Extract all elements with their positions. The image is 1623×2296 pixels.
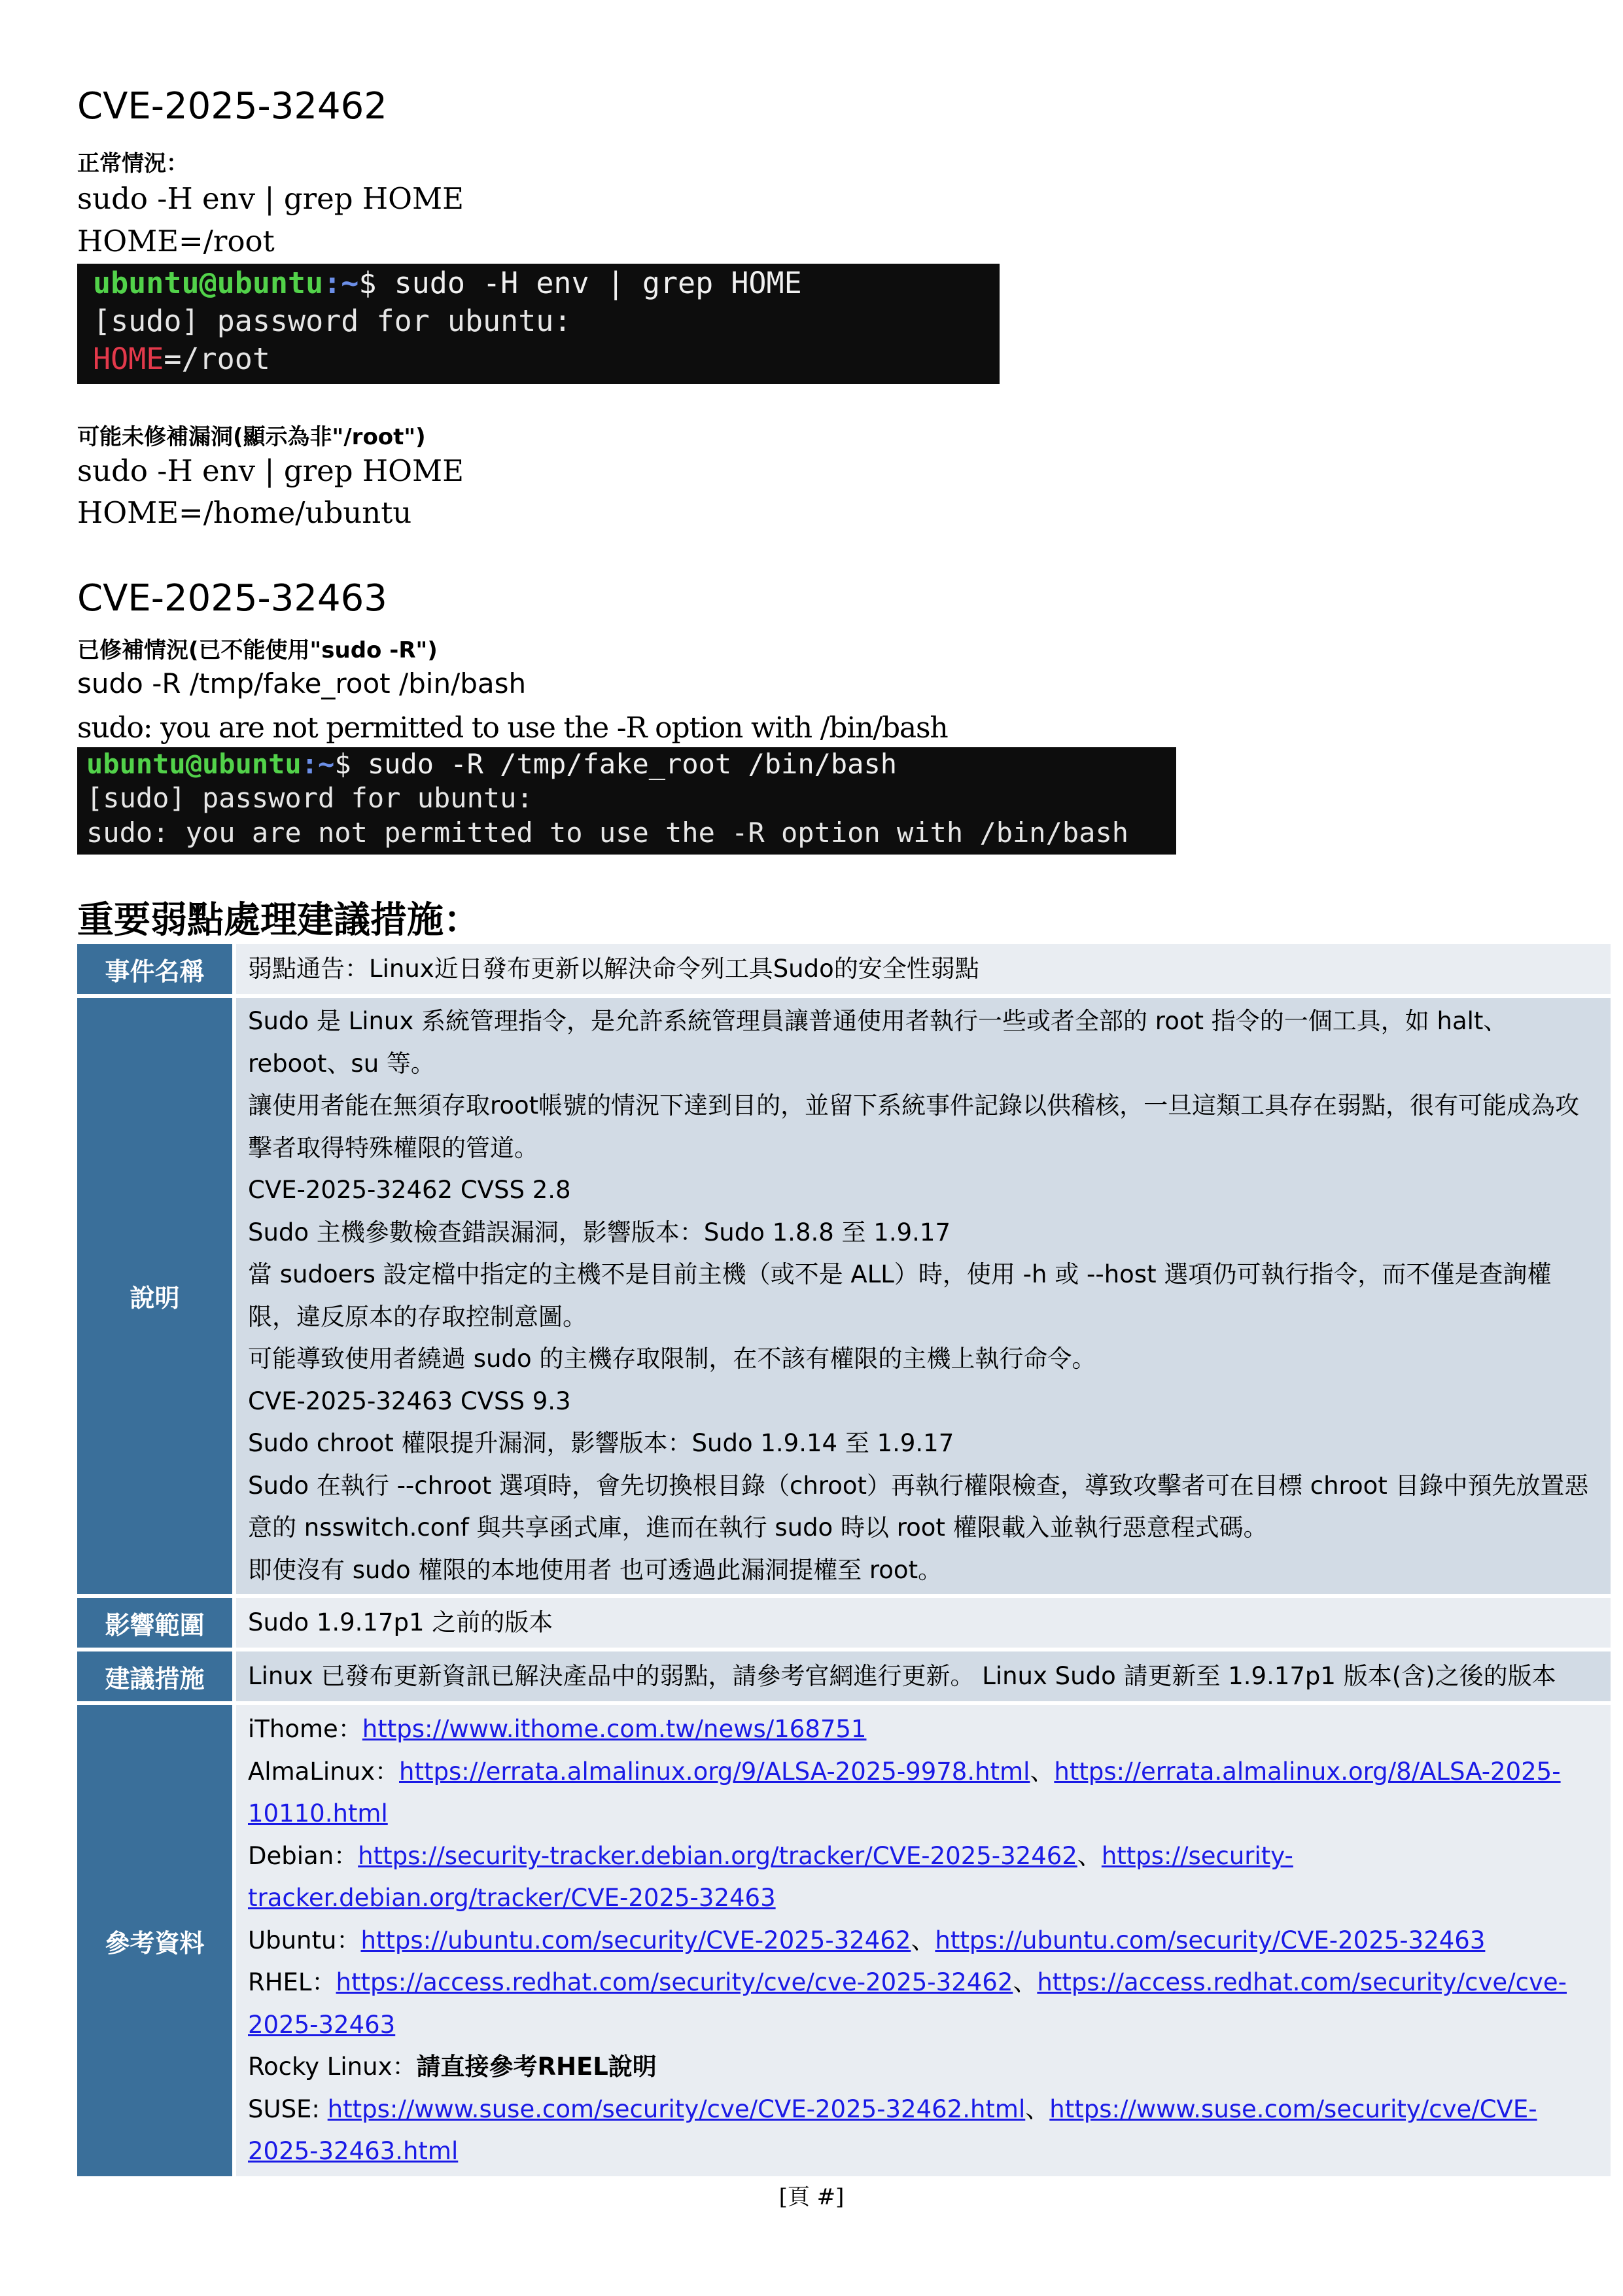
description-line: 當 sudoers 設定檔中指定的主機不是目前主機（或不是 ALL）時，使用 -h 或 --host 選項仍可執行指令，而不僅是查詢權限，違反原本的存取控制意圖。 bbox=[248, 1260, 1552, 1331]
reference-ithome bbox=[248, 1708, 1599, 1751]
reference-separator: 、 bbox=[1030, 1757, 1055, 1786]
row-key-action: 建議措施 bbox=[77, 1651, 236, 1701]
description-line: 即使沒有 sudo 權限的本地使用者 也可透過此漏洞提權至 root。 bbox=[248, 1555, 943, 1584]
section-title: 重要弱點處理建議措施： bbox=[77, 899, 480, 942]
vulnerable-case-label: 可能未修補漏洞(顯示為非"/root") bbox=[77, 424, 426, 450]
reference-rhel bbox=[248, 1962, 1599, 2046]
vulnerability-table bbox=[77, 940, 1611, 2180]
terminal-command: $ sudo -R /tmp/fake_root /bin/bash bbox=[334, 748, 898, 780]
reference-rocky bbox=[248, 2046, 1599, 2089]
row-value-description bbox=[236, 998, 1611, 1594]
terminal-env-key: HOME bbox=[93, 342, 164, 376]
terminal-command: $ sudo -H env | grep HOME bbox=[358, 266, 802, 300]
row-value-scope: Sudo 1.9.17p1 之前的版本 bbox=[236, 1598, 1611, 1648]
reference-link[interactable]: https://errata.almalinux.org/9/ALSA-2025-9978.html bbox=[399, 1757, 1030, 1786]
reference-label: Debian： bbox=[248, 1841, 358, 1870]
page-footer: [頁 #] bbox=[778, 2184, 845, 2210]
reference-label: iThome： bbox=[248, 1715, 362, 1744]
table-row-references bbox=[77, 1705, 1611, 2176]
row-key-description: 說明 bbox=[77, 998, 236, 1594]
table-row-scope bbox=[77, 1598, 1611, 1648]
terminal-password-line: [sudo] password for ubuntu: bbox=[93, 304, 572, 338]
table-row-description bbox=[77, 998, 1611, 1594]
reference-label: SUSE: bbox=[248, 2094, 328, 2123]
patched-case-label: 已修補情況(已不能使用"sudo -R") bbox=[77, 637, 438, 663]
reference-link[interactable]: https://ubuntu.com/security/CVE-2025-32462 bbox=[360, 1926, 911, 1954]
reference-suse bbox=[248, 2089, 1599, 2173]
cve-32463-heading: CVE-2025-32463 bbox=[77, 577, 387, 620]
description-line: Sudo 在執行 --chroot 選項時，會先切換根目錄（chroot）再執行權限檢查，導致攻擊者可在目標 chroot 目錄中預先放置惡意的 nsswitch.conf 與共享函式庫，進而在執行 sudo 時以 root 權限載入並執行惡意程式碼。 bbox=[248, 1471, 1589, 1542]
reference-link[interactable]: https://security-tracker.debian.org/tracker/CVE-2025-32463 bbox=[248, 1841, 1293, 1913]
terminal-env-value: =/root bbox=[164, 342, 270, 376]
table-row-action bbox=[77, 1651, 1611, 1701]
reference-link[interactable]: https://www.suse.com/security/cve/CVE-2025-32462.html bbox=[327, 2094, 1026, 2123]
terminal-output-line: sudo: you are not permitted to use the -R option with /bin/bash bbox=[86, 817, 1129, 849]
patched-case-command: sudo -R /tmp/fake_root /bin/bash bbox=[77, 667, 527, 699]
patched-case-output: sudo: you are not permitted to use the -R option with /bin/bash bbox=[77, 711, 948, 745]
cve-32462-heading: CVE-2025-32462 bbox=[77, 85, 387, 128]
reference-almalinux bbox=[248, 1751, 1599, 1835]
reference-link[interactable]: https://access.redhat.com/security/cve/cve-2025-32462 bbox=[336, 1968, 1013, 1997]
reference-separator: 、 bbox=[911, 1926, 935, 1954]
row-key-event: 事件名稱 bbox=[77, 944, 236, 994]
description-line: Sudo 主機參數檢查錯誤漏洞，影響版本：Sudo 1.8.8 至 1.9.17 bbox=[248, 1218, 951, 1246]
terminal-screenshot-patched bbox=[77, 747, 1176, 855]
description-line: Sudo chroot 權限提升漏洞，影響版本：Sudo 1.9.14 至 1.9.17 bbox=[248, 1429, 954, 1457]
normal-case-label: 正常情況： bbox=[77, 150, 188, 177]
reference-link[interactable]: https://security-tracker.debian.org/tracker/CVE-2025-32462 bbox=[358, 1841, 1077, 1870]
reference-label: Rocky Linux： bbox=[248, 2053, 417, 2081]
description-line: 可能導致使用者繞過 sudo 的主機存取限制，在不該有權限的主機上執行命令。 bbox=[248, 1345, 1096, 1373]
terminal-user: ubuntu@ubuntu bbox=[86, 748, 302, 780]
description-line: 讓使用者能在無須存取root帳號的情況下達到目的，並留下系統事件記錄以供稽核，一旦這類工具存在弱點，很有可能成為攻擊者取得特殊權限的管道。 bbox=[248, 1091, 1580, 1162]
description-line: CVE-2025-32462 CVSS 2.8 bbox=[248, 1176, 571, 1204]
row-key-references: 參考資料 bbox=[77, 1705, 236, 2176]
normal-case-command: sudo -H env | grep HOME bbox=[77, 181, 464, 216]
reference-separator: 、 bbox=[1077, 1841, 1102, 1870]
row-value-action: Linux 已發布更新資訊已解決產品中的弱點，請參考官網進行更新。 Linux Sudo 請更新至 1.9.17p1 版本(含)之後的版本 bbox=[236, 1651, 1611, 1701]
row-value-event: 弱點通告：Linux近日發布更新以解決命令列工具Sudo的安全性弱點 bbox=[236, 944, 1611, 994]
reference-link[interactable]: https://www.suse.com/security/cve/CVE-2025-32463.html bbox=[248, 2094, 1537, 2166]
reference-debian bbox=[248, 1835, 1599, 1920]
terminal-prompt-line bbox=[93, 266, 802, 300]
reference-separator: 、 bbox=[1025, 2094, 1050, 2123]
normal-case-output: HOME=/root bbox=[77, 224, 275, 258]
reference-note: 請直接參考RHEL說明 bbox=[416, 2053, 657, 2081]
terminal-password-line: [sudo] password for ubuntu: bbox=[86, 782, 533, 814]
description-line: CVE-2025-32463 CVSS 9.3 bbox=[248, 1386, 571, 1415]
description-line: Sudo 是 Linux 系統管理指令，是允許系統管理員讓普通使用者執行一些或者全部的 root 指令的一個工具，如 halt、reboot、su 等。 bbox=[248, 1007, 1508, 1078]
terminal-prompt-line bbox=[86, 748, 897, 780]
terminal-screenshot-normal bbox=[77, 264, 1000, 384]
reference-label: AlmaLinux： bbox=[248, 1757, 399, 1786]
terminal-path: :~ bbox=[301, 748, 335, 780]
terminal-user: ubuntu@ubuntu bbox=[93, 266, 324, 300]
reference-ubuntu bbox=[248, 1920, 1599, 1962]
terminal-path: :~ bbox=[323, 266, 359, 300]
vulnerable-case-output: HOME=/home/ubuntu bbox=[77, 495, 412, 530]
reference-link[interactable]: https://www.ithome.com.tw/news/168751 bbox=[362, 1715, 867, 1744]
table-row-event bbox=[77, 944, 1611, 994]
reference-label: RHEL： bbox=[248, 1968, 336, 1997]
vulnerable-case-command: sudo -H env | grep HOME bbox=[77, 453, 464, 488]
reference-link[interactable]: https://ubuntu.com/security/CVE-2025-32463 bbox=[935, 1926, 1486, 1954]
terminal-output-line bbox=[93, 342, 270, 376]
row-key-scope: 影響範圍 bbox=[77, 1598, 236, 1648]
reference-separator: 、 bbox=[1013, 1968, 1038, 1997]
reference-link[interactable]: https://errata.almalinux.org/8/ALSA-2025-10110.html bbox=[248, 1757, 1561, 1828]
reference-link[interactable]: https://access.redhat.com/security/cve/cve-2025-32463 bbox=[248, 1968, 1567, 2039]
row-value-references bbox=[236, 1705, 1611, 2176]
reference-label: Ubuntu： bbox=[248, 1926, 361, 1954]
